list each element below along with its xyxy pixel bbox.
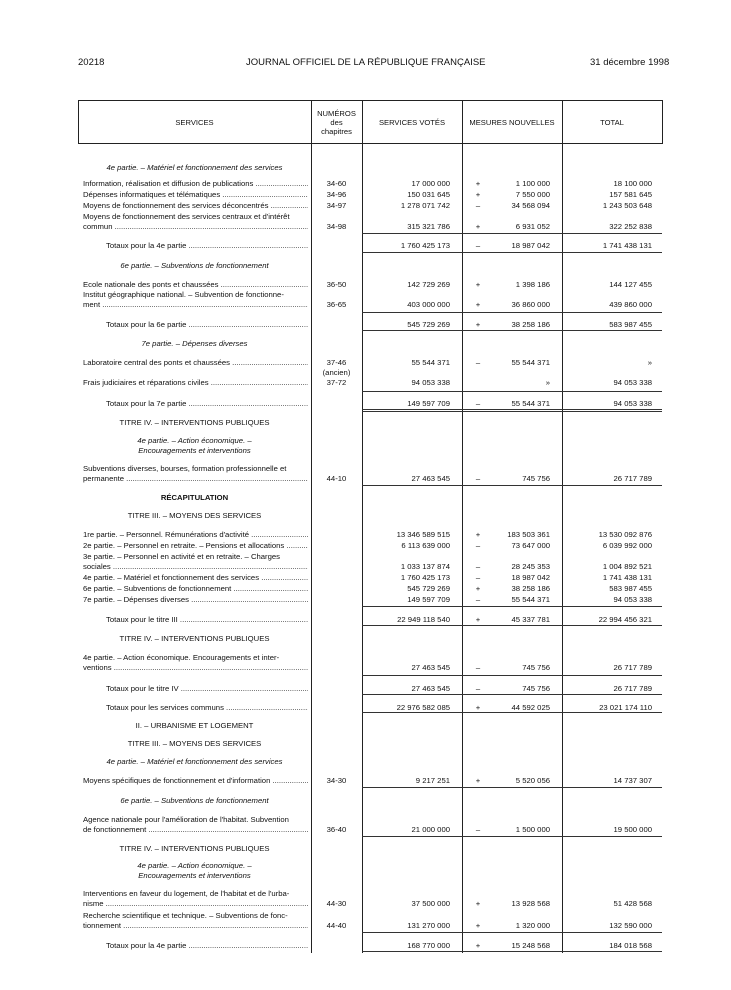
total-value: 19 500 000: [613, 825, 652, 834]
row-label: Information, réalisation et diffusion de publications .....: [83, 178, 308, 189]
row-label: Agence nationale pour l'amélioration de l'habitat. Subvention: [83, 815, 289, 824]
table-row: [78, 614, 663, 625]
sign-marker: –: [475, 573, 481, 582]
total-rule: [362, 836, 662, 837]
mesures-nouvelles-value: 745 756: [522, 663, 550, 672]
section-heading: II. – URBANISME ET LOGEMENT: [135, 721, 254, 730]
total-rule: [362, 485, 662, 486]
total-rule: [362, 411, 662, 412]
row-label: Totaux pour le titre IV .....: [106, 683, 308, 694]
table-row: [78, 940, 663, 951]
row-label: commun .....: [83, 221, 308, 232]
total-rule: [362, 787, 662, 788]
mesures-nouvelles-value: 73 647 000: [511, 541, 550, 550]
total-rule: [362, 932, 662, 933]
journal-title: JOURNAL OFFICIEL DE LA RÉPUBLIQUE FRANÇAISE: [246, 57, 486, 68]
column-header-numeros: des: [330, 118, 343, 127]
sign-marker: –: [475, 241, 481, 250]
chapter-number: (ancien): [322, 368, 351, 377]
section-heading: Encouragements et interventions: [138, 871, 251, 880]
row-label: Totaux pour la 4e partie .....: [106, 940, 308, 951]
sign-marker: –: [475, 541, 481, 550]
row-label: permanente .....: [83, 473, 308, 484]
table-row: [78, 920, 663, 931]
row-label: ventions .....: [83, 662, 308, 673]
row-label: Institut géographique national. – Subvention de fonctionne-: [83, 290, 284, 299]
total-value: 583 987 455: [609, 584, 652, 593]
total-rule: [362, 712, 662, 713]
total-value: 132 590 000: [609, 921, 652, 930]
row-label: nisme .....: [83, 898, 308, 909]
sign-marker: +: [475, 584, 481, 593]
total-rule: [362, 606, 662, 607]
sign-marker: –: [475, 399, 481, 408]
mesures-nouvelles-value: 183 503 361: [507, 530, 550, 539]
sign-marker: +: [475, 615, 481, 624]
services-votes-value: 13 346 589 515: [396, 530, 450, 539]
services-votes-value: 21 000 000: [411, 825, 450, 834]
section-heading: 4e partie. – Matériel et fonctionnement des services: [106, 757, 283, 766]
section-heading: TITRE III. – MOYENS DES SERVICES: [127, 511, 262, 520]
mesures-nouvelles-value: 45 337 781: [511, 615, 550, 624]
table-row: [78, 683, 663, 694]
table-row: [78, 583, 663, 594]
total-value: 1 741 438 131: [602, 573, 652, 582]
row-label: Moyens spécifiques de fonctionnement et d'information .....: [83, 775, 308, 786]
row-label: Laboratoire central des ponts et chaussées .....: [83, 357, 308, 368]
row-label: Interventions en faveur du logement, de l'habitat et de l'urba-: [83, 889, 290, 898]
section-heading: 4e partie. – Action économique. –: [137, 436, 252, 445]
total-value: 51 428 568: [613, 899, 652, 908]
budget-table: [78, 100, 663, 953]
mesures-nouvelles-value: 6 931 052: [515, 222, 550, 231]
mesures-nouvelles-value: 18 987 042: [511, 241, 550, 250]
services-votes-value: 27 463 545: [411, 663, 450, 672]
mesures-nouvelles-value: 28 245 353: [511, 562, 550, 571]
sign-marker: +: [475, 280, 481, 289]
table-row: [78, 398, 663, 409]
services-votes-value: 37 500 000: [411, 899, 450, 908]
total-value: 14 737 307: [613, 776, 652, 785]
column-header-services-votes: SERVICES VOTÉS: [378, 118, 446, 127]
row-label: 4e partie. – Action économique. Encouragements et inter-: [83, 653, 280, 662]
total-value: 26 717 789: [613, 684, 652, 693]
row-label: sociales .....: [83, 561, 308, 572]
table-row: [78, 178, 663, 189]
sign-marker: –: [475, 358, 481, 367]
sign-marker: –: [475, 825, 481, 834]
sign-marker: –: [475, 684, 481, 693]
mesures-nouvelles-value: 13 928 568: [511, 899, 550, 908]
chapter-number: 36-40: [326, 825, 347, 834]
services-votes-value: 150 031 645: [407, 190, 450, 199]
services-votes-value: 27 463 545: [411, 684, 450, 693]
mesures-nouvelles-value: 1 100 000: [515, 179, 550, 188]
sign-marker: –: [475, 562, 481, 571]
total-value: 1 741 438 131: [602, 241, 652, 250]
services-votes-value: 9 217 251: [415, 776, 450, 785]
section-heading: 4e partie. – Matériel et fonctionnement des services: [106, 163, 283, 172]
section-heading: TITRE IV. – INTERVENTIONS PUBLIQUES: [119, 418, 270, 427]
total-value: 439 860 000: [609, 300, 652, 309]
chapter-number: 34-97: [326, 201, 347, 210]
table-right-border: [662, 100, 663, 143]
services-votes-value: 6 113 639 000: [401, 541, 450, 550]
section-heading: RÉCAPITULATION: [160, 493, 229, 502]
services-votes-value: 545 729 269: [407, 584, 450, 593]
total-rule: [362, 625, 662, 626]
services-votes-value: 315 321 786: [407, 222, 450, 231]
mesures-nouvelles-value: 7 550 000: [515, 190, 550, 199]
services-votes-value: 17 000 000: [411, 179, 450, 188]
total-value: 94 053 338: [613, 595, 652, 604]
column-header-numeros: NUMÉROS: [317, 109, 356, 118]
mesures-nouvelles-value: 745 756: [522, 684, 550, 693]
services-votes-value: 149 597 709: [407, 399, 450, 408]
row-label: 2e partie. – Personnel en retraite. – Pensions et allocations .....: [83, 540, 308, 551]
total-value: 23 021 174 110: [599, 703, 652, 712]
mesures-nouvelles-value: 15 248 568: [511, 941, 550, 950]
services-votes-value: 545 729 269: [407, 320, 450, 329]
section-heading: TITRE IV. – INTERVENTIONS PUBLIQUES: [119, 844, 270, 853]
total-value: 26 717 789: [613, 474, 652, 483]
mesures-nouvelles-value: 1 500 000: [515, 825, 550, 834]
total-value: 184 018 568: [609, 941, 652, 950]
total-value: 1 004 892 521: [602, 562, 652, 571]
services-votes-value: 149 597 709: [407, 595, 450, 604]
table-row: [78, 299, 663, 310]
mesures-nouvelles-value: »: [545, 378, 550, 387]
total-rule: [362, 233, 662, 234]
total-value: 94 053 338: [613, 378, 652, 387]
chapter-number: 34-30: [326, 776, 347, 785]
row-label: Dépenses informatiques et télématiques .....: [83, 189, 308, 200]
mesures-nouvelles-value: 1 398 186: [515, 280, 550, 289]
row-label: Frais judiciaires et réparations civiles .....: [83, 377, 308, 388]
total-rule: [362, 330, 662, 331]
total-value: 18 100 000: [613, 179, 652, 188]
row-label: Totaux pour la 4e partie .....: [106, 240, 308, 251]
table-row: [78, 319, 663, 330]
total-value: 322 252 838: [609, 222, 652, 231]
sign-marker: –: [475, 663, 481, 672]
sign-marker: +: [475, 941, 481, 950]
table-row: [78, 662, 663, 673]
row-label: Totaux pour le titre III .....: [106, 614, 308, 625]
total-rule: [362, 951, 662, 952]
total-rule: [362, 391, 662, 392]
row-label: 3e partie. – Personnel en activité et en retraite. – Charges: [83, 552, 280, 561]
row-label: Moyens de fonctionnement des services centraux et d'intérêt: [83, 212, 290, 221]
services-votes-value: 142 729 269: [407, 280, 450, 289]
total-value: 26 717 789: [613, 663, 652, 672]
chapter-number: 37-46: [326, 358, 347, 367]
total-rule: [362, 694, 662, 695]
table-row: [78, 824, 663, 835]
services-votes-value: 168 770 000: [407, 941, 450, 950]
services-votes-value: 22 949 118 540: [397, 615, 450, 624]
sign-marker: +: [475, 222, 481, 231]
mesures-nouvelles-value: 55 544 371: [511, 595, 550, 604]
header-bottom-border: [78, 143, 663, 144]
mesures-nouvelles-value: 55 544 371: [511, 399, 550, 408]
row-label: 6e partie. – Subventions de fonctionnement .....: [83, 583, 308, 594]
page-number: 20218: [78, 57, 105, 68]
sign-marker: +: [475, 320, 481, 329]
table-row: [78, 594, 663, 605]
row-label: 4e partie. – Matériel et fonctionnement des services .....: [83, 572, 308, 583]
table-top-border: [78, 100, 663, 101]
mesures-nouvelles-value: 36 860 000: [511, 300, 550, 309]
column-header-total: TOTAL: [600, 118, 624, 127]
sign-marker: +: [475, 530, 481, 539]
chapter-number: 44-10: [326, 474, 347, 483]
column-header-numeros: chapitres: [321, 127, 352, 136]
row-label: Ecole nationale des ponts et chaussées .....: [83, 279, 308, 290]
table-row: [78, 473, 663, 484]
column-header-services: SERVICES: [175, 118, 214, 127]
total-value: 144 127 455: [609, 280, 652, 289]
mesures-nouvelles-value: 5 520 056: [515, 776, 550, 785]
total-rule: [362, 312, 662, 313]
publication-date: 31 décembre 1998: [590, 57, 670, 68]
table-row: [78, 377, 663, 388]
table-row: [78, 200, 663, 211]
section-heading: TITRE III. – MOYENS DES SERVICES: [127, 739, 262, 748]
sign-marker: +: [475, 300, 481, 309]
table-row: [78, 898, 663, 909]
sign-marker: +: [475, 190, 481, 199]
mesures-nouvelles-value: 38 258 186: [511, 320, 550, 329]
services-votes-value: 1 760 425 173: [400, 241, 450, 250]
sign-marker: +: [475, 179, 481, 188]
row-label: Totaux pour la 7e partie .....: [106, 398, 308, 409]
row-label: Subventions diverses, bourses, formation professionnelle et: [83, 464, 287, 473]
mesures-nouvelles-value: 18 987 042: [511, 573, 550, 582]
services-votes-value: 27 463 545: [411, 474, 450, 483]
section-heading: 4e partie. – Action économique. –: [137, 861, 252, 870]
section-heading: Encouragements et interventions: [138, 446, 251, 455]
sign-marker: –: [475, 595, 481, 604]
services-votes-value: 131 270 000: [407, 921, 450, 930]
mesures-nouvelles-value: 1 320 000: [515, 921, 550, 930]
row-label: tionnement .....: [83, 920, 308, 931]
total-rule: [362, 675, 662, 676]
sign-marker: +: [475, 899, 481, 908]
services-votes-value: 1 278 071 742: [400, 201, 450, 210]
chapter-number: 36-50: [326, 280, 347, 289]
services-votes-value: 403 000 000: [407, 300, 450, 309]
table-row: [78, 240, 663, 251]
chapter-number: 34-96: [326, 190, 347, 199]
chapter-number: 44-40: [326, 921, 347, 930]
sign-marker: –: [475, 474, 481, 483]
total-value: 94 053 338: [613, 399, 652, 408]
mesures-nouvelles-value: 38 258 186: [511, 584, 550, 593]
sign-marker: +: [475, 921, 481, 930]
mesures-nouvelles-value: 34 568 094: [511, 201, 550, 210]
total-value: 583 987 455: [609, 320, 652, 329]
services-votes-value: 1 033 137 874: [400, 562, 450, 571]
sign-marker: +: [475, 776, 481, 785]
row-label: Moyens de fonctionnement des services déconcentrés .....: [83, 200, 308, 211]
row-label: ment .....: [83, 299, 308, 310]
section-heading: 7e partie. – Dépenses diverses: [141, 339, 248, 348]
column-header-mesures-nouvelles: MESURES NOUVELLES: [469, 118, 555, 127]
chapter-number: 44-30: [326, 899, 347, 908]
total-value: 157 581 645: [609, 190, 652, 199]
total-value: »: [647, 358, 652, 367]
row-label: Totaux pour la 6e partie .....: [106, 319, 308, 330]
total-rule: [362, 409, 662, 410]
table-row: [78, 529, 663, 540]
total-value: 13 530 092 876: [598, 530, 652, 539]
total-rule: [362, 252, 662, 253]
table-row: [78, 189, 663, 200]
row-label: Totaux pour les services communs .....: [106, 702, 308, 713]
row-label: Recherche scientifique et technique. – Subventions de fonc-: [83, 911, 288, 920]
chapter-number: 34-60: [326, 179, 347, 188]
total-value: 1 243 503 648: [602, 201, 652, 210]
row-label: de fonctionnement .....: [83, 824, 308, 835]
sign-marker: +: [475, 703, 481, 712]
services-votes-value: 55 544 371: [411, 358, 450, 367]
mesures-nouvelles-value: 55 544 371: [511, 358, 550, 367]
total-value: 22 994 456 321: [598, 615, 652, 624]
row-label: 7e partie. – Dépenses diverses .....: [83, 594, 308, 605]
section-heading: 6e partie. – Subventions de fonctionnement: [120, 796, 269, 805]
section-heading: 6e partie. – Subventions de fonctionnement: [120, 261, 269, 270]
sign-marker: –: [475, 201, 481, 210]
services-votes-value: 22 976 582 085: [396, 703, 450, 712]
table-row: [78, 572, 663, 583]
table-row: [78, 775, 663, 786]
table-row: [78, 561, 663, 572]
chapter-number: 36-65: [326, 300, 347, 309]
chapter-number: 37-72: [326, 378, 347, 387]
section-heading: TITRE IV. – INTERVENTIONS PUBLIQUES: [119, 634, 270, 643]
table-row: [78, 540, 663, 551]
services-votes-value: 94 053 338: [411, 378, 450, 387]
chapter-number: 34-98: [326, 222, 347, 231]
services-votes-value: 1 760 425 173: [400, 573, 450, 582]
mesures-nouvelles-value: 44 592 025: [511, 703, 550, 712]
mesures-nouvelles-value: 745 756: [522, 474, 550, 483]
table-row: [78, 221, 663, 232]
row-label: 1re partie. – Personnel. Rémunérations d'activité .....: [83, 529, 308, 540]
total-value: 6 039 992 000: [602, 541, 652, 550]
